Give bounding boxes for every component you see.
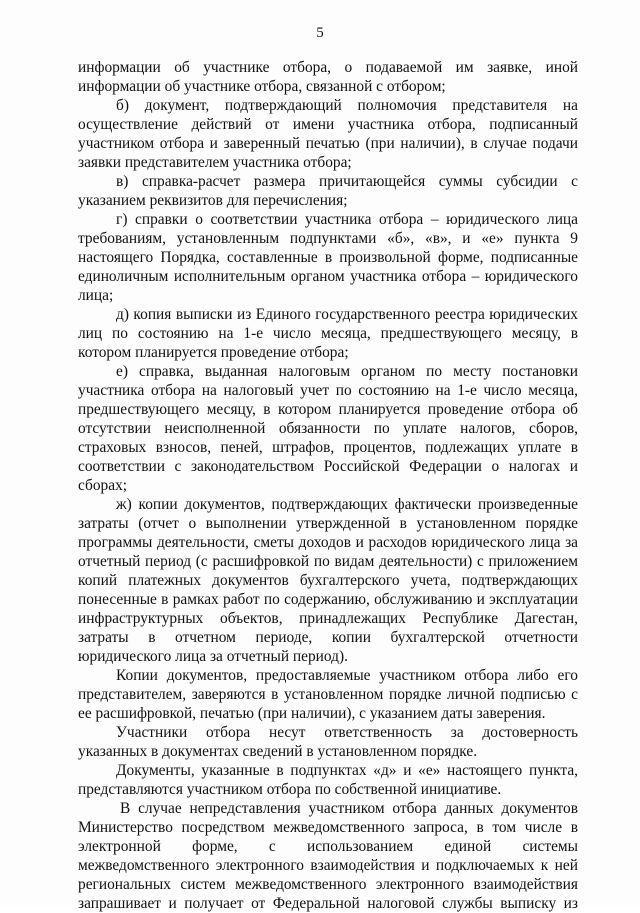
page-number: 5 — [316, 25, 324, 41]
text-line: единоличным исполнительным органом участника отбора – юридического — [78, 268, 578, 285]
text-line: указанных в документах сведений в установленном порядке. — [78, 743, 478, 760]
text-line: представляются участником отбора по собственной инициативе. — [78, 781, 502, 798]
text-line: заявки представителем участника отбора; — [78, 154, 352, 171]
text-line: осуществление действий от имени участника отбора, подписанный — [78, 116, 578, 133]
text-line: Министерство посредством межведомственного запроса, в том числе в — [78, 819, 578, 836]
text-line: участником отбора и заверенный печатью (при наличии), в случае подачи — [78, 135, 578, 152]
text-line: страховых взносов, пеней, штрафов, процентов, подлежащих уплате в — [78, 439, 578, 456]
text-line: затраты в отчетном периоде, копии бухгалтерской отчетности — [78, 629, 578, 646]
text-line: информации об участнике отбора, связанной с отбором; — [78, 78, 446, 95]
text-line: г) справки о соответствии участника отбора – юридического лица — [116, 211, 578, 228]
text-line: Документы, указанные в подпунктах «д» и «е» настоящего пункта, — [116, 762, 578, 779]
text-line: инфраструктурных объектов, принадлежащих Республике Дагестан, — [78, 610, 578, 627]
text-line: е) справка, выданная налоговым органом по месту постановки — [116, 363, 578, 380]
text-line: котором планируется проведение отбора; — [78, 344, 349, 361]
text-line: запрашивает и получает от Федеральной налоговой службы выписку из — [78, 895, 578, 912]
text-line: предшествующего месяцу, в котором планируется проведение отбора об — [78, 401, 578, 418]
text-line: лица; — [78, 287, 114, 304]
text-line: региональных систем межведомственного электронного взаимодействия — [78, 876, 578, 893]
text-line: требованиям, установленным подпунктами «б», «в», и «е» пункта 9 — [78, 230, 578, 247]
text-line: электронной форме, с использованием единой системы — [78, 838, 578, 855]
text-line: Участники отбора несут ответственность за достоверность — [116, 724, 578, 741]
text-line: затраты (отчет о выполнении утвержденной в установленном порядке — [78, 515, 578, 532]
text-line: в) справка-расчет размера причитающейся суммы субсидии с — [116, 173, 578, 190]
text-line: соответствии с законодательством Российской Федерации о налогах и — [78, 458, 578, 475]
text-line: отсутствии неисполненной обязанности по уплате налогов, сборов, — [78, 420, 578, 437]
text-line: Копии документов, предоставляемые участником отбора либо его — [116, 667, 578, 684]
document-body — [78, 58, 578, 913]
text-line: юридического лица за отчетный период). — [78, 648, 348, 665]
text-line: лиц по состоянию на 1-е число месяца, предшествующего месяцу, в — [78, 325, 578, 342]
text-line: ее расшифровкой, печатью (при наличии), с указанием даты заверения. — [78, 705, 546, 722]
text-line: информации об участнике отбора, о подаваемой им заявке, иной — [78, 59, 578, 76]
text-line: отчетный период (с расшифровкой по видам деятельности) с приложением — [78, 553, 578, 570]
text-line: межведомственного электронного взаимодействия и подключаемых к ней — [78, 857, 578, 874]
text-line: представителем, заверяются в установленном порядке личной подписью с — [78, 686, 578, 703]
text-line: б) документ, подтверждающий полномочия представителя на — [116, 97, 578, 114]
text-line: д) копия выписки из Единого государственного реестра юридических — [116, 306, 578, 323]
text-line: сборах; — [78, 477, 128, 494]
text-line: понесенные в рамках работ по содержанию, обслуживанию и эксплуатации — [78, 591, 578, 608]
text-line: участника отбора на налоговый учет по состоянию на 1-е число месяца, — [78, 382, 578, 399]
text-line: В случае непредставления участником отбора данных документов — [120, 800, 578, 817]
text-line: указанием реквизитов для перечисления; — [78, 192, 348, 209]
text-line: настоящего Порядка, составленные в произвольной форме, подписанные — [78, 249, 578, 266]
text-line: программы деятельности, сметы доходов и расходов юридического лица за — [78, 534, 578, 551]
text-line: копий платежных документов бухгалтерского учета, подтверждающих — [78, 572, 578, 589]
text-line: ж) копии документов, подтверждающих фактически произведенные — [116, 496, 578, 513]
